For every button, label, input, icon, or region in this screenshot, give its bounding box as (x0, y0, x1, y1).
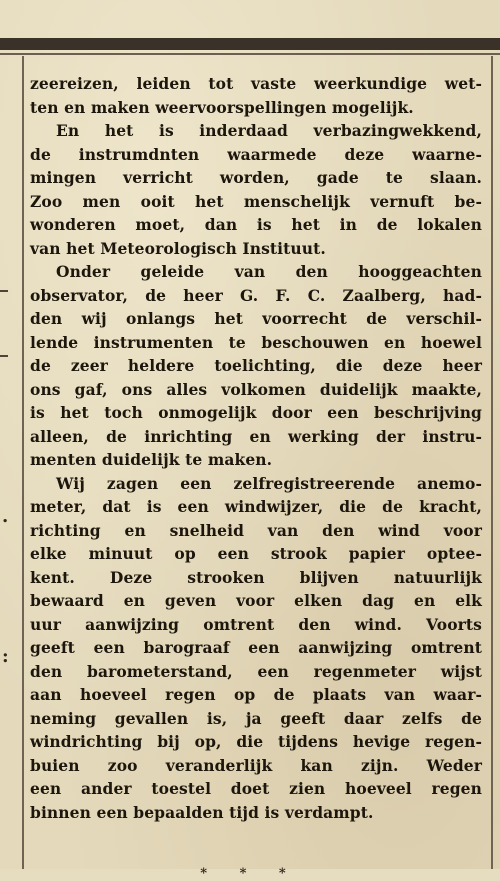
article-text-line: uur aanwijzing omtrent den wind. Voorts (30, 614, 482, 634)
article-text-line: ten en maken weervoorspellingen mogelijk. (30, 97, 414, 117)
article-text-line: binnen een bepaalden tijd is verdampt. (30, 802, 374, 822)
article-text-line: lende instrumenten te beschouwen en hoewel (30, 332, 482, 352)
article-text-line: alleen, de inrichting en werking der instru- (30, 426, 482, 446)
article-text-line: den barometerstand, een regenmeter wijst (30, 661, 482, 681)
article-text-line: menten duidelijk te maken. (30, 450, 273, 469)
article-text-line: geeft een barograaf een aanwijzing omtrent (30, 638, 482, 657)
article-text-line: zeereizen, leiden tot vaste weerkundige wet- (30, 74, 482, 93)
article-text-line: wonderen moet, dan is het in de lokalen (30, 215, 482, 234)
margin-dash (0, 355, 8, 357)
top-border-rule (0, 38, 500, 50)
article-column (30, 72, 482, 824)
article-text-line: Wij zagen een zelfregistreerende anemo- (56, 473, 482, 493)
article-text-line: windrichting bij op, die tijdens hevige regen- (30, 732, 482, 751)
article-text-line: Zoo men ooit het menschelijk vernuft be- (30, 191, 482, 211)
article-text-line: Onder geleide van den hooggeachten (56, 262, 482, 281)
article-text-line: bewaard en geven voor elken dag en elk (30, 591, 482, 610)
top-border-thin-rule (0, 53, 500, 55)
article-text-line: een ander toestel doet zien hoeveel regen (30, 779, 482, 798)
article-text-line: mingen verricht worden, gade te slaan. (30, 168, 482, 187)
article-text-line: En het is inderdaad verbazingwekkend, (56, 121, 482, 140)
article-text-line: neming gevallen is, ja geeft daar zelfs de (30, 708, 482, 728)
article-text-line: van het Meteorologisch Instituut. (30, 238, 326, 258)
article-text-line: den wij onlangs het voorrecht de verschil- (30, 309, 482, 328)
left-column-rule (22, 56, 24, 869)
article-text-line: kent. Deze strooken blijven natuurlijk (30, 567, 482, 587)
article-text-line: buien zoo veranderlijk kan zijn. Weder (30, 755, 482, 775)
article-text-line: richting en snelheid van den wind voor (30, 520, 482, 540)
article-text-line: meter, dat is een windwijzer, die de kracht, (30, 497, 482, 516)
article-text-line: de instrumdnten waarmede deze waarne- (30, 144, 482, 164)
article-text-line: elke minuut op een strook papier optee- (30, 544, 482, 563)
section-separator: * * * (200, 866, 300, 881)
right-column-rule (491, 56, 493, 869)
margin-period-mark: . (2, 506, 9, 527)
article-text-line: observator, de heer G. F. C. Zaalberg, had- (30, 285, 482, 305)
article-text-line: ons gaf, ons alles volkomen duidelijk maakte, (30, 379, 482, 399)
article-text-line: aan hoeveel regen op de plaats van waar- (30, 685, 482, 704)
article-text-line: de zeer heldere toelichting, die deze heer (30, 356, 482, 375)
article-text-line: is het toch onmogelijk door een beschrijving (30, 403, 482, 422)
margin-colon-mark: : (2, 646, 9, 667)
margin-dash (0, 290, 8, 292)
